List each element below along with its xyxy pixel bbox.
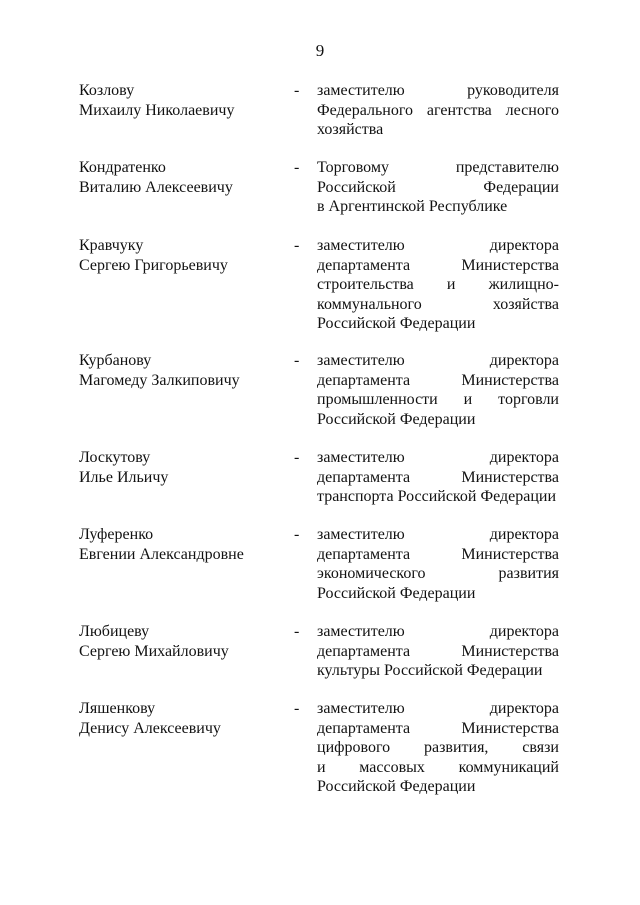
dash-separator: -: [294, 82, 300, 99]
person-name: [79, 236, 279, 275]
position-title: [317, 525, 559, 603]
position-line: заместителю директора: [317, 623, 559, 640]
person-name: [79, 448, 279, 487]
position-line: Федерального агентства лесного: [317, 101, 559, 119]
position-line: культуры Российской Федерации: [317, 662, 543, 679]
dash-separator: -: [294, 159, 300, 176]
position-line: транспорта Российской Федерации: [317, 488, 557, 505]
position-line: Российской Федерации: [317, 584, 476, 602]
person-name: [79, 351, 279, 390]
given-names: Илье Ильичу: [79, 468, 169, 486]
position-line: заместителю директора: [317, 526, 559, 543]
dash-separator: -: [294, 237, 300, 254]
surname: Козлову: [79, 82, 135, 99]
surname: Курбанову: [79, 352, 152, 369]
given-names: Магомеду Залкиповичу: [79, 371, 240, 389]
person-name: [79, 525, 279, 564]
position-title: [317, 81, 559, 140]
position-line: заместителю директора: [317, 352, 559, 369]
position-title: [317, 236, 559, 334]
dash-separator: -: [294, 352, 300, 369]
position-line: Российской Федерации: [317, 178, 559, 196]
dash-separator: -: [294, 700, 300, 717]
position-line: Российской Федерации: [317, 315, 476, 332]
surname: Лоскутову: [79, 449, 151, 466]
position-line: строительства и жилищно-: [317, 276, 559, 293]
position-line: Торговому представителю: [317, 159, 559, 176]
position-line: Российской Федерации: [317, 778, 476, 795]
position-line: коммунального хозяйства: [317, 295, 559, 313]
dash-separator: -: [294, 623, 300, 640]
page-number: 9: [315, 41, 325, 60]
given-names: Михаилу Николаевичу: [79, 101, 235, 119]
position-line: в Аргентинской Республике: [317, 198, 508, 215]
surname: Кравчуку: [79, 237, 144, 254]
position-line: департамента Министерства: [317, 256, 559, 274]
position-line: департамента Министерства: [317, 719, 559, 737]
given-names: Евгении Александровне: [79, 545, 244, 563]
position-line: и массовых коммуникаций: [317, 758, 559, 776]
person-name: [79, 158, 279, 197]
position-title: [317, 158, 559, 217]
position-title: [317, 622, 559, 681]
position-line: департамента Министерства: [317, 545, 559, 563]
given-names: Сергею Григорьевичу: [79, 256, 228, 274]
given-names: Виталию Алексеевичу: [79, 178, 233, 196]
position-title: [317, 448, 559, 507]
position-line: хозяйства: [317, 121, 384, 138]
position-line: заместителю директора: [317, 449, 559, 466]
given-names: Сергею Михайловичу: [79, 642, 229, 660]
dash-separator: -: [294, 526, 300, 543]
person-name: [79, 622, 279, 661]
given-names: Денису Алексеевичу: [79, 719, 221, 737]
person-name: [79, 81, 279, 120]
position-title: [317, 699, 559, 797]
position-line: заместителю директора: [317, 237, 559, 254]
surname: Ляшенкову: [79, 700, 156, 717]
surname: Любицеву: [79, 623, 150, 640]
dash-separator: -: [294, 449, 300, 466]
position-line: департамента Министерства: [317, 642, 559, 660]
surname: Луференко: [79, 526, 154, 543]
position-line: заместителю директора: [317, 700, 559, 717]
position-line: экономического развития: [317, 565, 559, 582]
position-line: заместителю руководителя: [317, 82, 559, 99]
position-line: Российской Федерации: [317, 410, 476, 428]
position-title: [317, 351, 559, 429]
position-line: промышленности и торговли: [317, 391, 559, 408]
surname: Кондратенко: [79, 159, 166, 176]
position-line: департамента Министерства: [317, 468, 559, 486]
person-name: [79, 699, 279, 738]
position-line: департамента Министерства: [317, 371, 559, 389]
position-line: цифрового развития, связи: [317, 739, 559, 756]
